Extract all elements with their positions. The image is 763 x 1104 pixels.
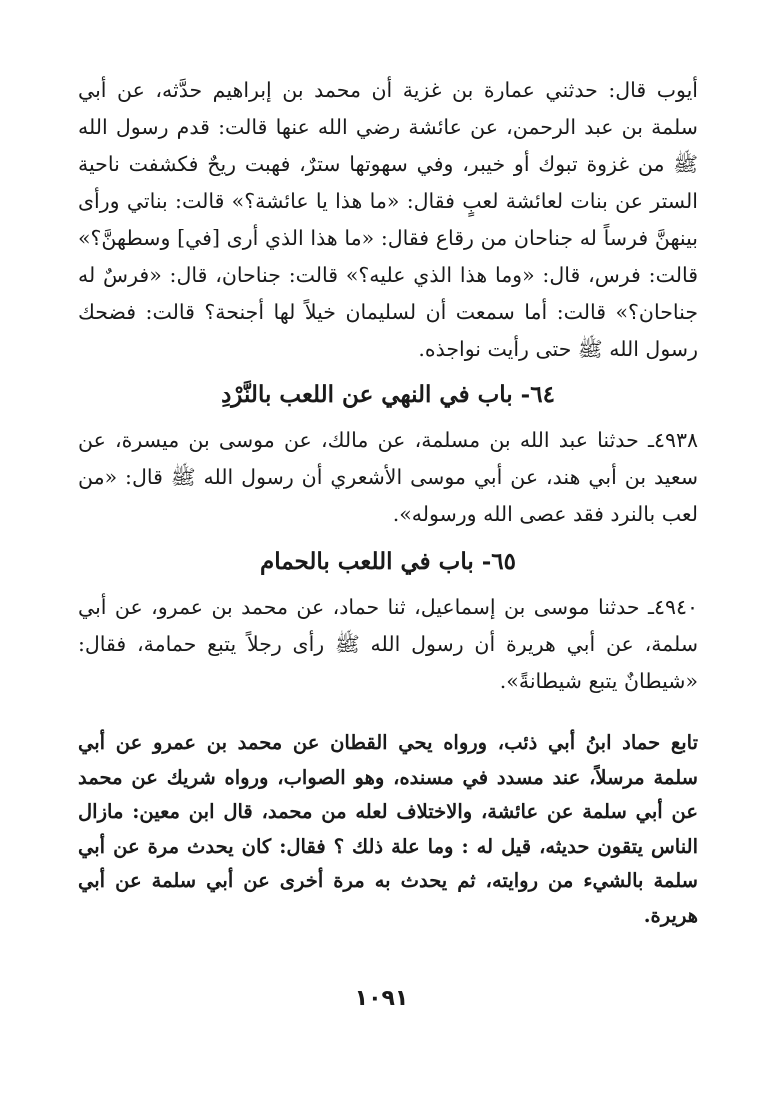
hadith-4938: ٤٩٣٨ـ حدثنا عبد الله بن مسلمة، عن مالك، عن موسى بن ميسرة، عن سعيد بن أبي هند، عن أبي موسى الأشعري أن رسول الله ﷺ قال: «من لعب بالنرد فقد عصى الله ورسوله».: [78, 428, 698, 526]
chapter-heading-65: ٦٥- باب في اللعب بالحمام: [259, 548, 517, 575]
chapter-heading-64: ٦٤- باب في النهي عن اللعب بالنَّرْدِ: [221, 381, 555, 408]
opening-paragraph: أيوب قال: حدثني عمارة بن غزية أن محمد بن إبراهيم حدَّثه، عن أبي سلمة بن عبد الرحمن، عن عائشة رضي الله عنها قالت: قدم رسول الله ﷺ من غزوة تبوك أو خيبر، وفي سهوتها سترٌ، فهبت ريحٌ فكشفت ناحية الستر عن بنات لعائشة لعبٍ فقال: «ما هذا يا عائشة؟» قالت: بناتي ورأى بينهنَّ فرساً له جناحان من رقاع فقال: «ما هذا الذي أرى [في] وسطهنَّ؟» قالت: فرس، قال: «وما هذا الذي عليه؟» قالت: جناحان، قال: «فرسٌ له جناحان؟» قالت: أما سمعت أن لسليمان خيلاً لها أجنحة؟ قالت: فضحك رسول الله ﷺ حتى رأيت نواجذه.: [78, 78, 698, 361]
page-body: [78, 72, 698, 933]
commentary-note: تابع حماد ابنُ أبي ذئب، ورواه يحي القطان عن محمد بن عمرو عن أبي سلمة مرسلاً، عند مسدد في مسنده، وهو الصواب، ورواه شريك عن محمد عن أبي سلمة عن عائشة، والاختلاف لعله من محمد، قال ابن معين: مازال الناس يتقون حديثه، قيل له : وما علة ذلك ؟ فقال: كان يحدث مرة عن أبي سلمة بالشيء من روايته، ثم يحدث به مرة أخرى عن أبي سلمة عن أبي هريرة.: [78, 731, 698, 927]
hadith-4940: ٤٩٤٠ـ حدثنا موسى بن إسماعيل، ثنا حماد، عن محمد بن عمرو، عن أبي سلمة، عن أبي هريرة أن رسول الله ﷺ رأى رجلاً يتبع حمامة، فقال: «شيطانٌ يتبع شيطانةً».: [78, 595, 698, 693]
page-number: ١٠٩١: [354, 986, 409, 1011]
